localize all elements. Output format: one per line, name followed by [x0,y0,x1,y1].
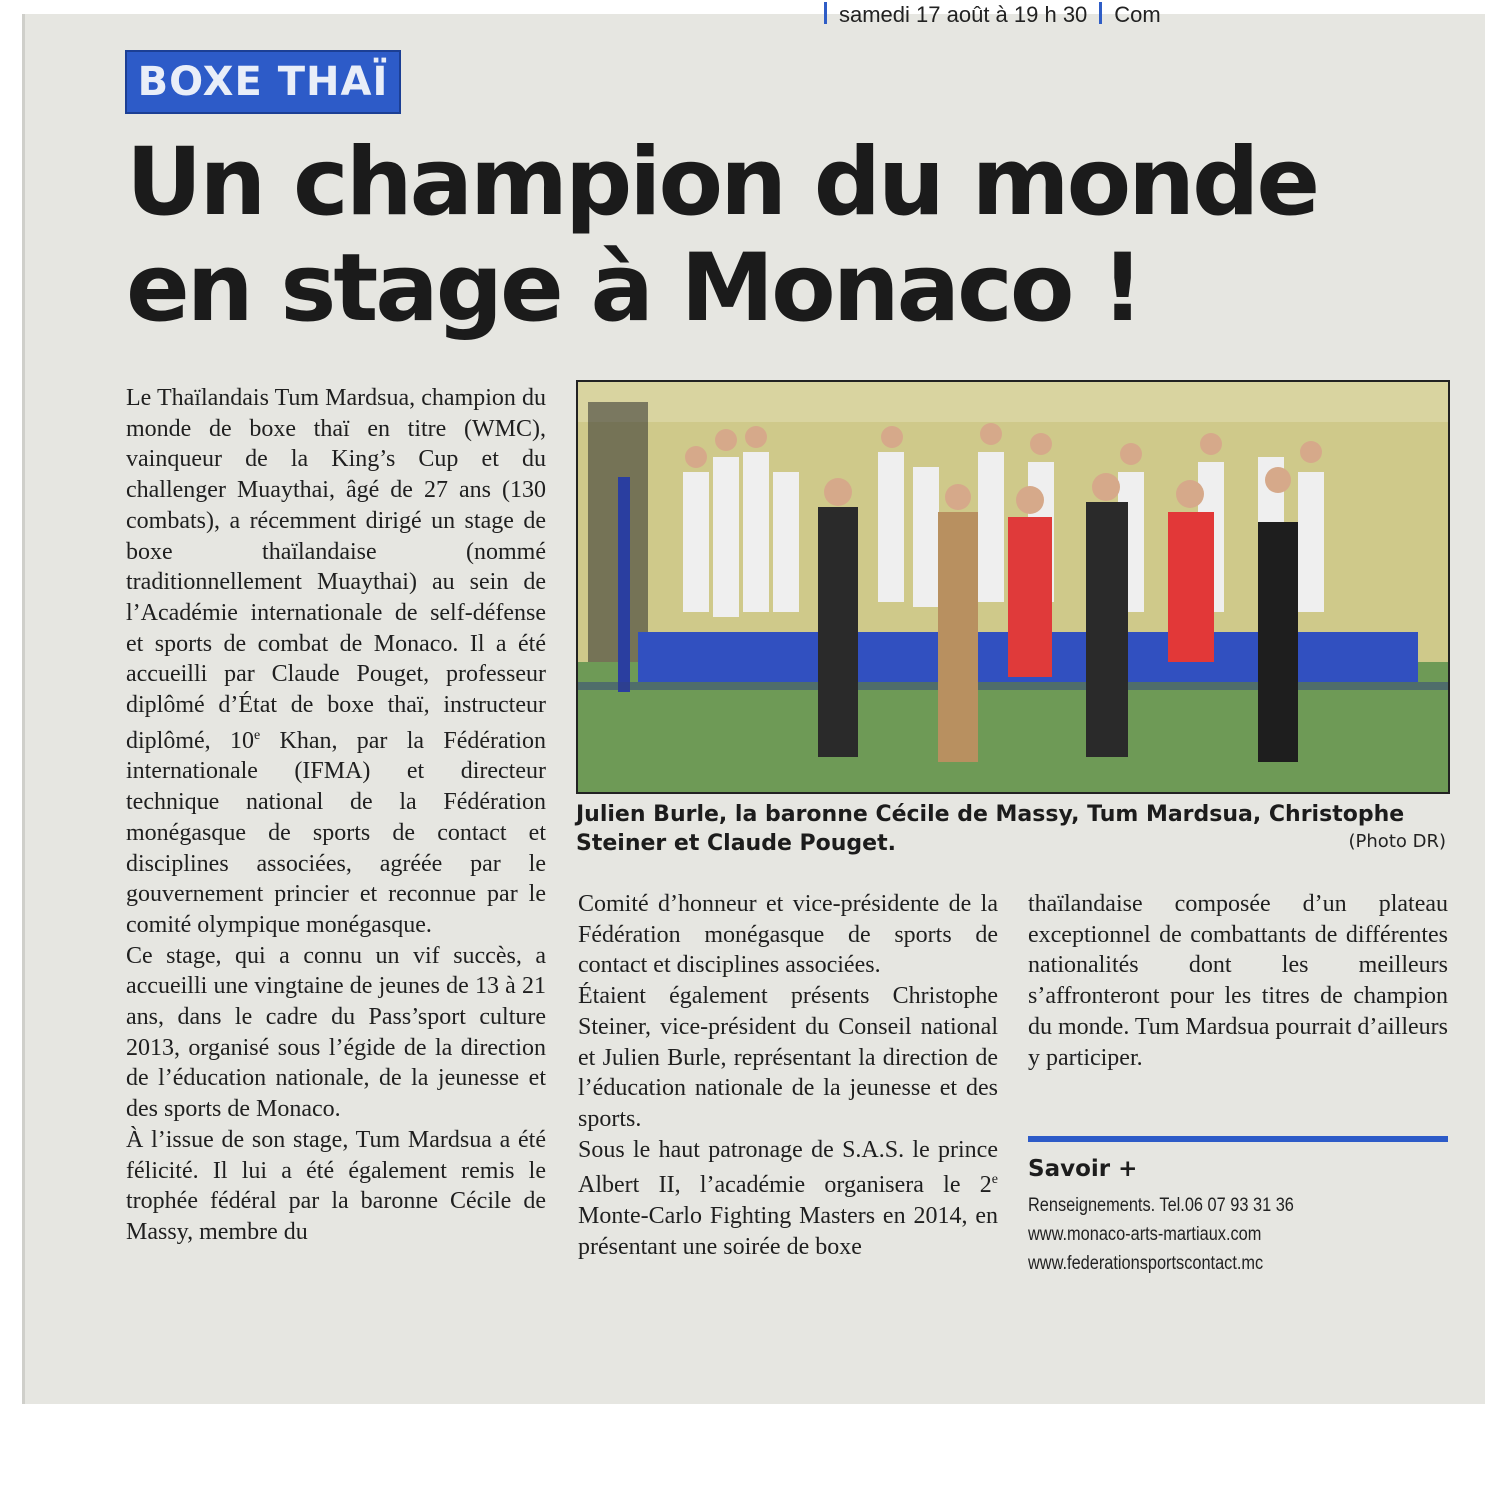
savoir-title: Savoir + [1028,1156,1138,1182]
article-column-2 [578,889,998,1262]
paragraph: Étaient également présents Christophe Steiner, vice-président du Conseil national et Julien Burle, représentant la direction de l’éducation nationale de la jeunesse et des sports. [578,983,998,1132]
paragraph: Sous le haut patronage de S.A.S. le prince Albert II, l’académie organisera le 2e Monte-Carlo Fighting Masters en 2014, en présentant une soirée de boxe [578,1136,998,1260]
paragraph: Comité d’honneur et vice-présidente de la Fédération monégasque de sports de contact et disciplines associées. [578,891,998,979]
photo-illustration [578,382,1448,792]
paragraph: Ce stage, qui a connu un vif succès, a accueilli une vingtaine de jeunes de 13 à 21 ans, dans le cadre du Pass’sport culture 2013, organisé sous l’égide de la direction de l’éducation nationale, de la jeunesse et des sports de Monaco. [126,942,546,1123]
paragraph: Le Thaïlandais Tum Mardsua, champion du monde de boxe thaï en titre (WMC), vainqueur de la King’s Cup et du challenger Muaythai, âgé de 27 ans (130 combats), a récemment dirigé un stage de boxe thaïlandaise (nommé traditionnellement Muaythai) au sein de l’Académie internationale de self-défense et sports de combat de Monaco. Il a été accueilli par Claude Pouget, professeur diplômé d’État de boxe thaï, instructeur diplômé, 10e Khan, par la Fédération internationale (IFMA) et directeur technique national de la Fédération monégasque de sports de contact et disciplines associées, agréée par le gouvernement princier et reconnue par le comité olympique monégasque. [126,385,546,938]
group-photo [576,380,1450,794]
paragraph: À l’issue de son stage, Tum Mardsua a été félicité. Il lui a été également remis le trophée fédéral par la baronne Cécile de Massy, membre du [126,1126,546,1245]
savoir-link[interactable]: www.monaco-arts-martiaux.com [1028,1224,1262,1245]
photo-caption: Julien Burle, la baronne Cécile de Massy, Tum Mardsua, Christophe Steiner et Claude Pouget. [576,802,1405,856]
page-header-fragment [812,2,1232,26]
section-kicker: BOXE THAÏ [125,50,401,114]
article-column-3 [1028,889,1448,1073]
article-headline [126,130,1356,342]
article-column-1 [126,383,546,1248]
header-divider [1099,2,1102,24]
savoir-link[interactable]: www.federationsportscontact.mc [1028,1253,1264,1274]
header-date: samedi 17 août à 19 h 30 [839,2,1088,26]
header-divider [824,2,827,24]
savoir-rule [1028,1136,1448,1142]
savoir-info: Renseignements. Tel.06 07 93 31 36 [1028,1195,1294,1216]
headline-line-1: Un champion du monde [126,128,1318,237]
headline-line-2: en stage à Monaco ! [126,234,1142,343]
header-next: Com [1114,2,1161,26]
paragraph: thaïlandaise composée d’un plateau exceptionnel de combattants de différentes nationalités dont les meilleurs s’affronteront pour les titres de champion du monde. Tum Mardsua pourrait d’ailleurs y participer. [1028,891,1448,1071]
photo-credit: (Photo DR) [1348,831,1446,852]
